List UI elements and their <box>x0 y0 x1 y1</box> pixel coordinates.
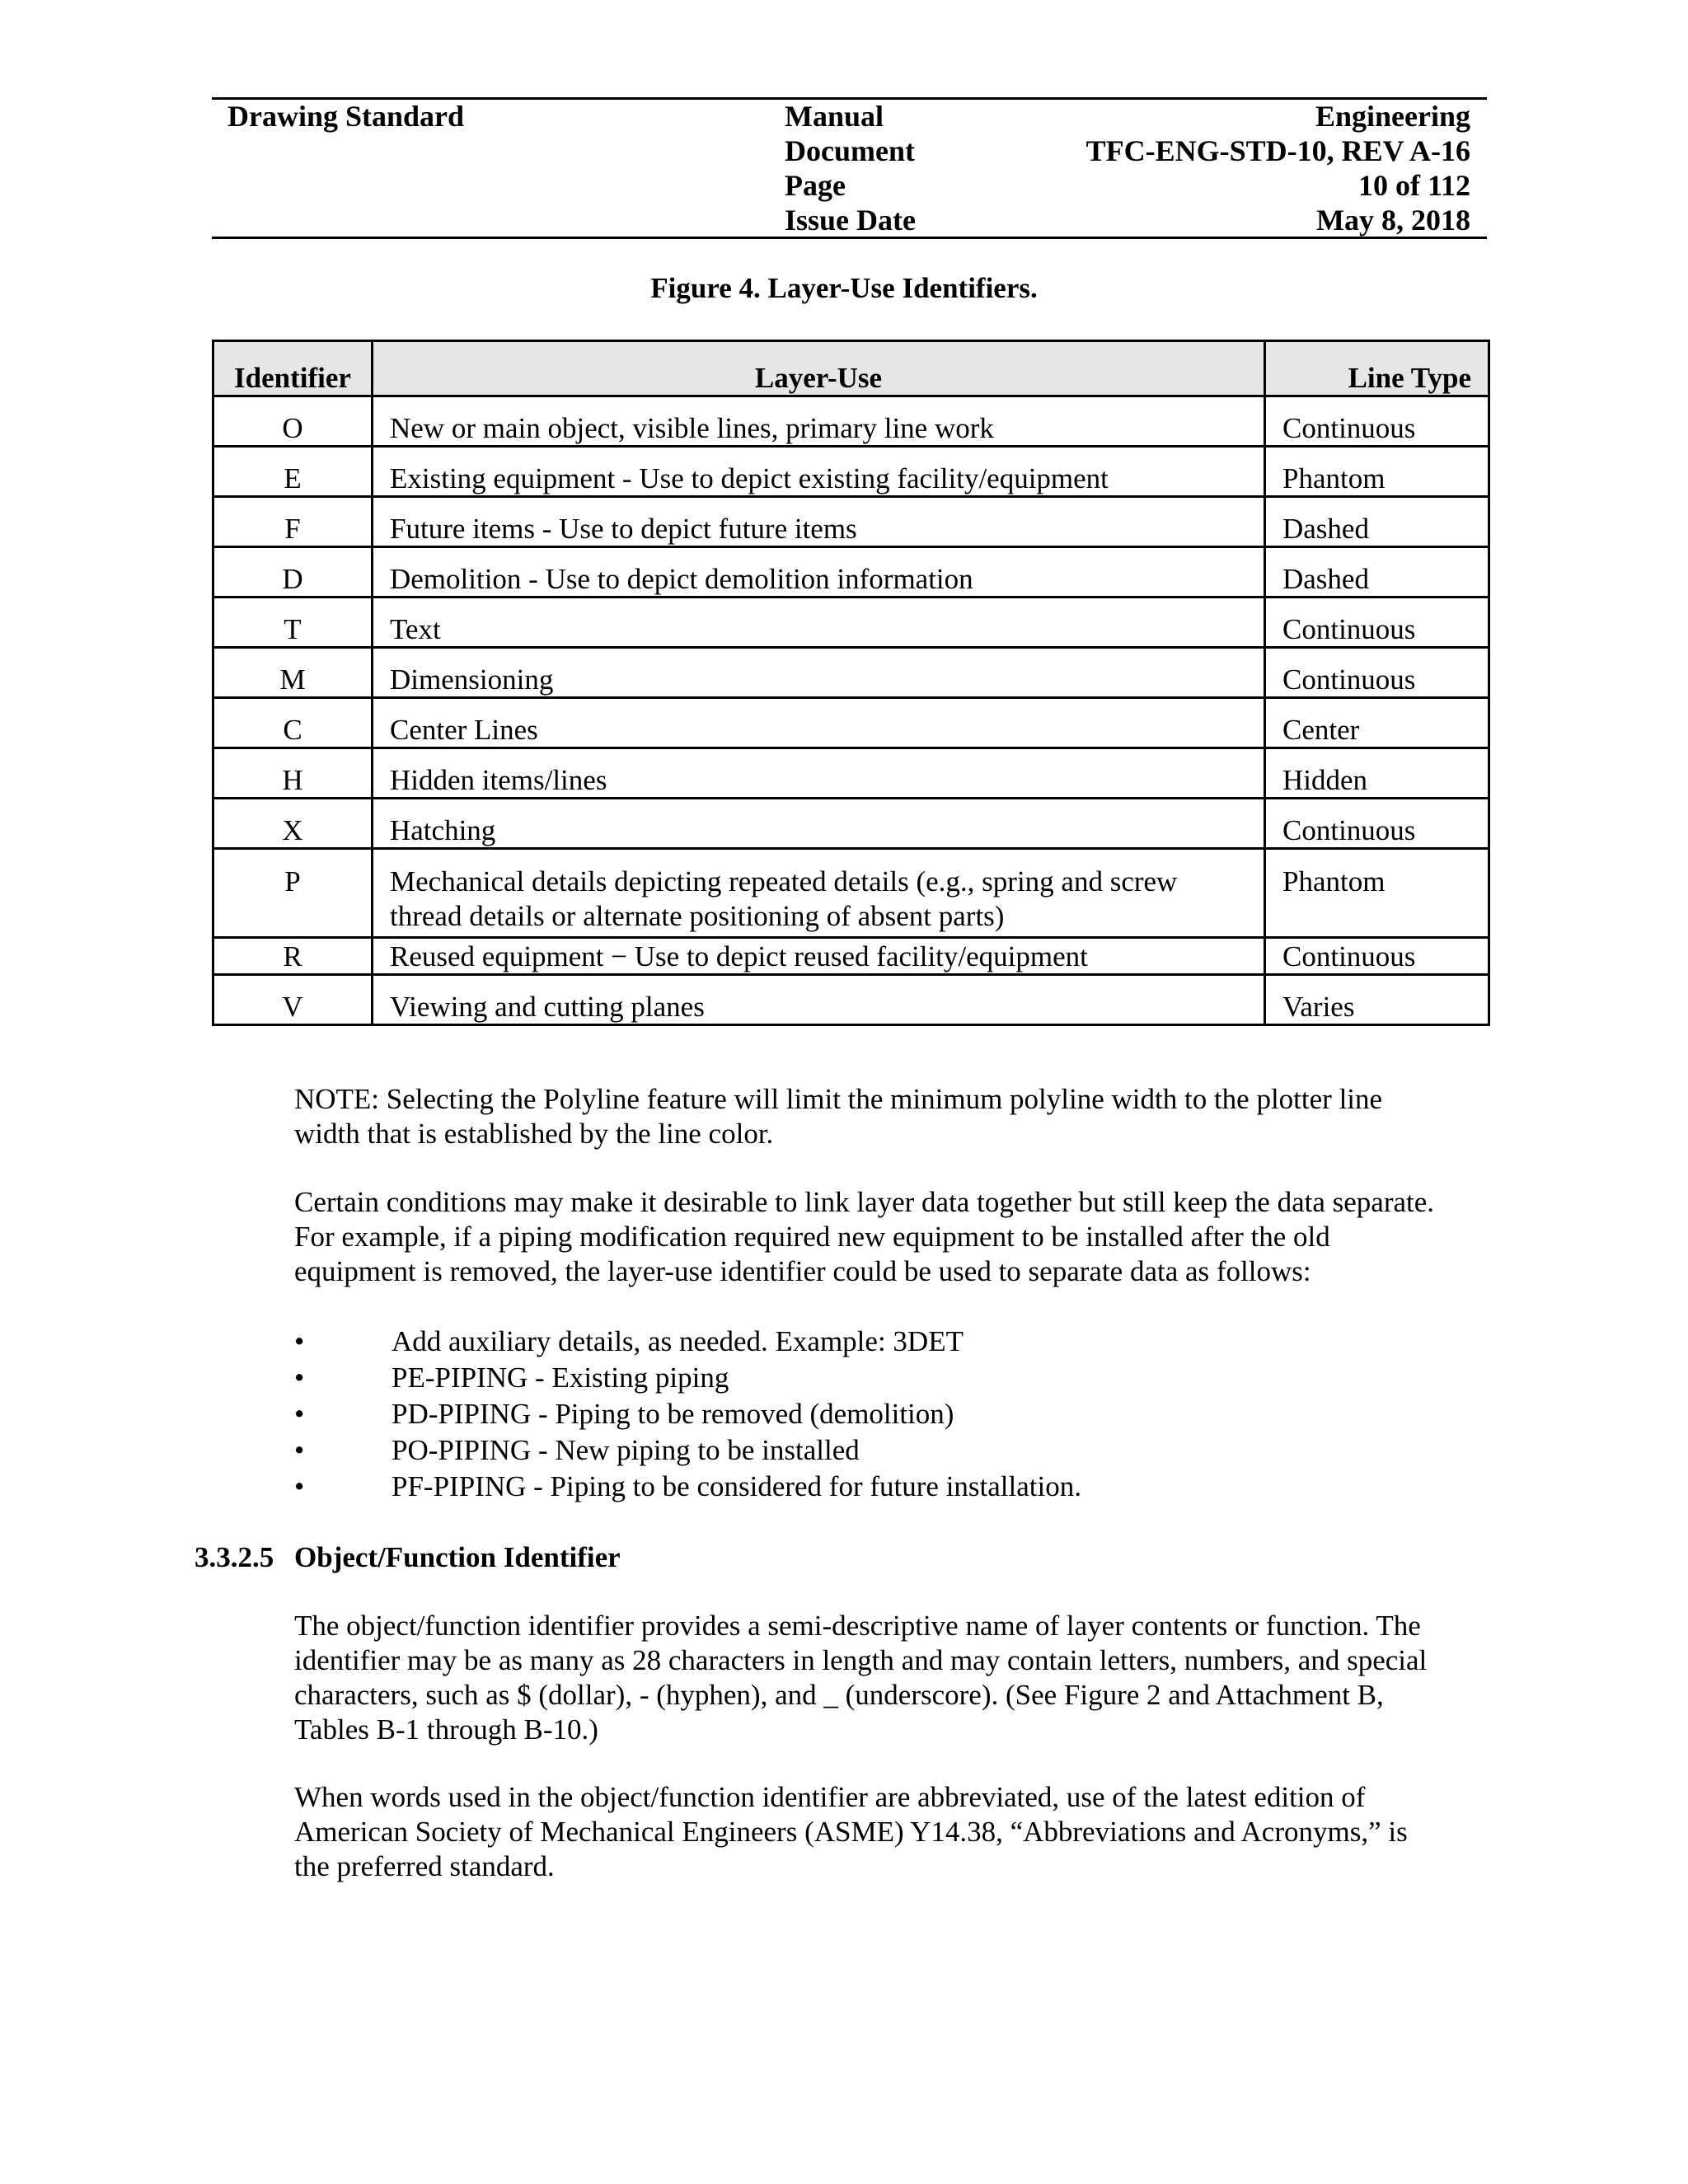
object-function-paragraph <box>294 1609 1448 1747</box>
table-row <box>213 396 1489 447</box>
header-doc-type: Drawing Standard <box>227 100 465 133</box>
list-item-text: PD-PIPING - Piping to be removed (demolition) <box>392 1398 954 1430</box>
cell-identifier: T <box>213 598 373 648</box>
list-item-text: Add auxiliary details, as needed. Example: 3DET <box>392 1325 964 1357</box>
cell-line-type: Phantom <box>1265 849 1489 938</box>
header-values <box>1086 99 1470 237</box>
cell-line-type: Phantom <box>1265 447 1489 497</box>
table-row <box>213 497 1489 547</box>
table-row <box>213 938 1489 975</box>
section-heading <box>195 1541 621 1574</box>
figure-title: Figure 4. Layer-Use Identifiers. <box>650 272 1038 304</box>
abbreviation-text: When words used in the object/function identifier are abbreviated, use of the latest edition of American Society of Mechanical Engineers (ASME) Y14.38, “Abbreviations and Acronyms,” is the preferred standard. <box>294 1781 1408 1882</box>
bullet-icon: • <box>294 1361 305 1394</box>
header-value-manual: Engineering <box>1315 100 1470 133</box>
cell-line-type: Continuous <box>1265 598 1489 648</box>
cell-line-type: Center <box>1265 698 1489 748</box>
section-number: 3.3.2.5 <box>195 1541 274 1573</box>
cell-layer-use: Reused equipment − Use to depict reused facility/equipment <box>373 938 1265 975</box>
list-item <box>294 1396 1081 1432</box>
table-row <box>213 648 1489 698</box>
header-label-page: Page <box>785 169 846 202</box>
cell-identifier: H <box>213 748 373 799</box>
cell-line-type: Continuous <box>1265 648 1489 698</box>
header-value-issue-date: May 8, 2018 <box>1316 204 1470 237</box>
cell-identifier: D <box>213 547 373 598</box>
cell-identifier: F <box>213 497 373 547</box>
table-row <box>213 975 1489 1025</box>
list-item <box>294 1324 1081 1360</box>
cell-identifier: R <box>213 938 373 975</box>
cell-line-type: Hidden <box>1265 748 1489 799</box>
list-item-text: PO-PIPING - New piping to be installed <box>392 1434 860 1466</box>
cell-line-type: Continuous <box>1265 396 1489 447</box>
table-row <box>213 698 1489 748</box>
bullet-icon: • <box>294 1398 305 1430</box>
object-function-text: The object/function identifier provides a semi-descriptive name of layer contents or function. The identifier may be as many as 28 characters in length and may contain letters, numbers, and special characters, such as $ (dollar), - (hyphen), and _ (underscore). (See Figure 2 and Attachment B, Tables B-1 through B-10.) <box>294 1610 1428 1746</box>
table-row <box>213 748 1489 799</box>
cell-layer-use: Dimensioning <box>373 648 1265 698</box>
list-item <box>294 1469 1081 1505</box>
table-row <box>213 547 1489 598</box>
header-value-page: 10 of 112 <box>1357 169 1470 202</box>
header-value-document: TFC-ENG-STD-10, REV A-16 <box>1085 134 1470 167</box>
list-item-text: PF-PIPING - Piping to be considered for future installation. <box>392 1470 1081 1502</box>
cell-line-type: Varies <box>1265 975 1489 1025</box>
cell-identifier: M <box>213 648 373 698</box>
column-header-identifier: Identifier <box>213 341 373 396</box>
note-paragraph <box>294 1082 1448 1151</box>
cell-layer-use: Mechanical details depicting repeated details (e.g., spring and screw thread details or alternate positioning of absent parts) <box>373 849 1265 938</box>
cell-layer-use: New or main object, visible lines, primary line work <box>373 396 1265 447</box>
piping-example-list <box>294 1324 1081 1505</box>
cell-layer-use: Hatching <box>373 799 1265 849</box>
cell-identifier: X <box>213 799 373 849</box>
header-bottom-rule <box>212 237 1487 239</box>
cell-identifier: P <box>213 849 373 938</box>
list-item-text: PE-PIPING - Existing piping <box>392 1361 729 1394</box>
list-item <box>294 1432 1081 1469</box>
cell-identifier: E <box>213 447 373 497</box>
section-title: Object/Function Identifier <box>294 1541 621 1573</box>
link-data-paragraph <box>294 1185 1448 1289</box>
header-label-document: Document <box>785 134 915 167</box>
header-label-issue-date: Issue Date <box>785 204 916 237</box>
cell-layer-use: Existing equipment - Use to depict existing facility/equipment <box>373 447 1265 497</box>
cell-line-type: Dashed <box>1265 547 1489 598</box>
header-labels <box>785 99 916 237</box>
abbreviation-paragraph <box>294 1780 1448 1884</box>
table-row <box>213 799 1489 849</box>
column-header-line-type: Line Type <box>1265 341 1489 396</box>
bullet-icon: • <box>294 1325 305 1357</box>
cell-layer-use: Future items - Use to depict future items <box>373 497 1265 547</box>
cell-identifier: C <box>213 698 373 748</box>
cell-layer-use: Demolition - Use to depict demolition information <box>373 547 1265 598</box>
table-row <box>213 447 1489 497</box>
cell-line-type: Dashed <box>1265 497 1489 547</box>
cell-line-type: Continuous <box>1265 799 1489 849</box>
layer-use-table <box>212 340 1490 1026</box>
column-header-layer-use: Layer-Use <box>373 341 1265 396</box>
cell-identifier: O <box>213 396 373 447</box>
cell-identifier: V <box>213 975 373 1025</box>
cell-layer-use: Hidden items/lines <box>373 748 1265 799</box>
link-data-text: Certain conditions may make it desirable to link layer data together but still keep the data separate. For example, if a piping modification required new equipment to be installed after the old equipment is removed, the layer-use identifier could be used to separate data as follows: <box>294 1186 1435 1287</box>
cell-layer-use: Text <box>373 598 1265 648</box>
cell-layer-use: Center Lines <box>373 698 1265 748</box>
note-text: NOTE: Selecting the Polyline feature will limit the minimum polyline width to the plotter line width that is established by the line color. <box>294 1083 1383 1150</box>
cell-line-type: Continuous <box>1265 938 1489 975</box>
bullet-icon: • <box>294 1434 305 1466</box>
cell-layer-use: Viewing and cutting planes <box>373 975 1265 1025</box>
header-label-manual: Manual <box>785 100 884 133</box>
table-header-row <box>213 341 1489 396</box>
list-item <box>294 1360 1081 1396</box>
table-row <box>213 598 1489 648</box>
bullet-icon: • <box>294 1470 305 1502</box>
table-row <box>213 849 1489 938</box>
